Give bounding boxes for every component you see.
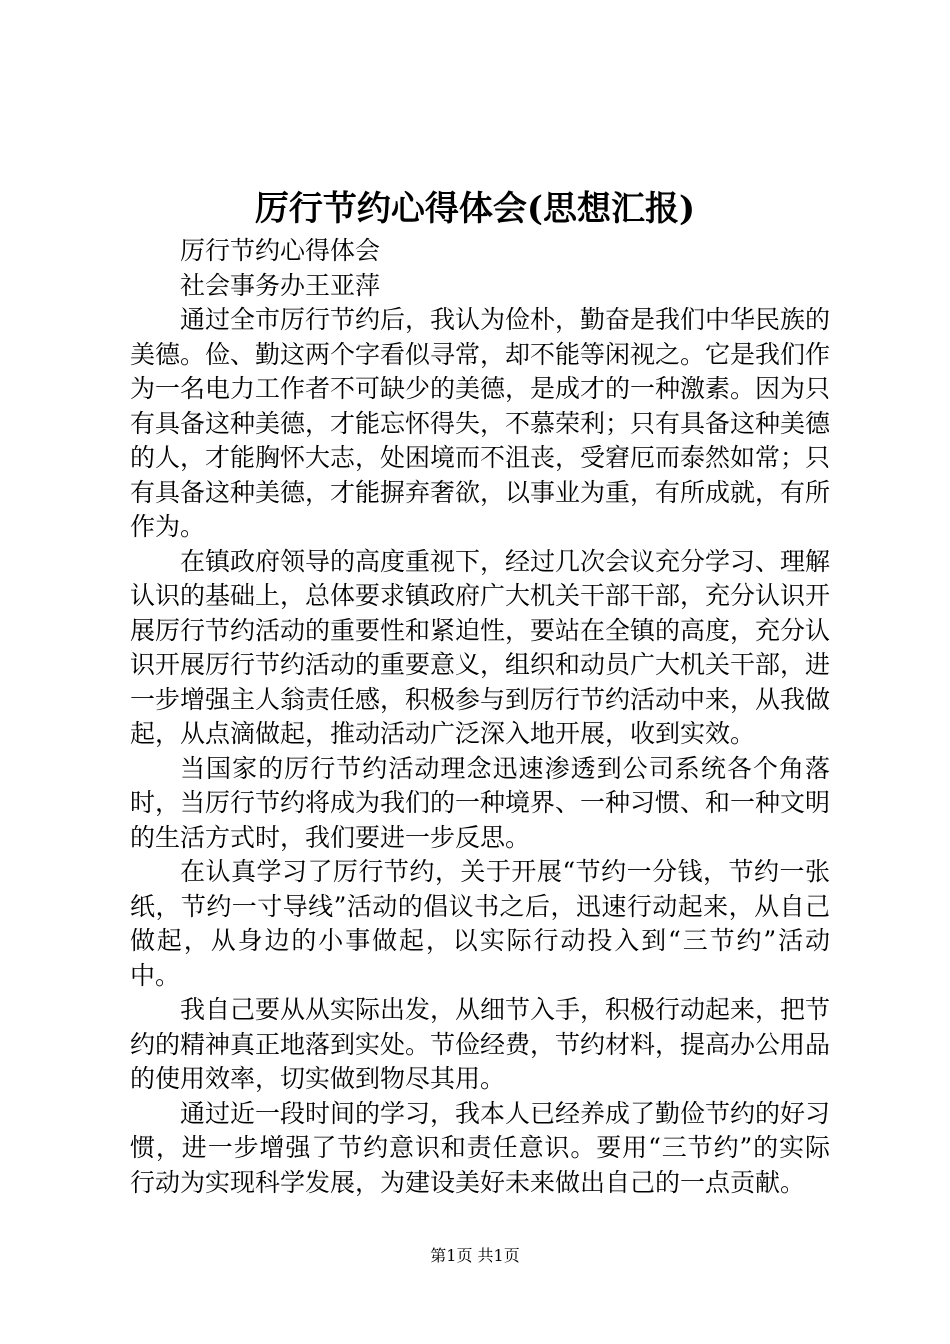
author-line: 社会事务办王亚萍 <box>180 270 381 300</box>
paragraph: 我自己要从从实际出发，从细节入手，积极行动起来，把节约的精神真正地落到实处。节俭经费，节约材料，提高办公用品的使用效率，切实做到物尽其用。 <box>130 995 831 1093</box>
paragraph: 通过全市厉行节约后，我认为俭朴，勤奋是我们中华民族的美德。俭、勤这两个字看似寻常，却不能等闲视之。它是我们作为一名电力工作者不可缺少的美德，是成才的一种激素。因为只有具备这种美德，才能忘怀得失，不慕荣利；只有具备这种美德的人，才能胸怀大志，处困境而不沮丧，受窘厄而泰然如常；只有具备这种美德，才能摒弃奢欲，以事业为重，有所成就，有所作为。 <box>130 305 831 541</box>
subtitle: 厉行节约心得体会 <box>180 236 381 265</box>
document-title: 厉行节约心得体会(思想汇报) <box>254 189 696 229</box>
document-body <box>130 234 830 1200</box>
paragraph: 当国家的厉行节约活动理念迅速渗透到公司系统各个角落时，当厉行节约将成为我们的一种境界、一种习惯、和一种文明的生活方式时，我们要进一步反思。 <box>130 753 831 852</box>
page-footer: 第1页 共1页 <box>430 1246 520 1265</box>
paragraph: 在镇政府领导的高度重视下，经过几次会议充分学习、理解认识的基础上，总体要求镇政府广大机关干部干部，充分认识开展厉行节约活动的重要性和紧迫性，要站在全镇的高度，充分认识开展厉行节约活动的重要意义，组织和动员广大机关干部，进一步增强主人翁责任感，积极参与到厉行节约活动中来，从我做起，从点滴做起，推动活动广泛深入地开展，收到实效。 <box>130 546 831 748</box>
paragraph: 在认真学习了厉行节约，关于开展“节约一分钱，节约一张纸，节约一寸导线”活动的倡议书之后，迅速行动起来，从自己做起，从身边的小事做起，以实际行动投入到“三节约”活动中。 <box>130 857 830 990</box>
paragraph: 通过近一段时间的学习，我本人已经养成了勤俭节约的好习惯，进一步增强了节约意识和责任意识。要用“三节约”的实际行动为实现科学发展，为建设美好未来做出自己的一点贡献。 <box>130 1098 831 1197</box>
